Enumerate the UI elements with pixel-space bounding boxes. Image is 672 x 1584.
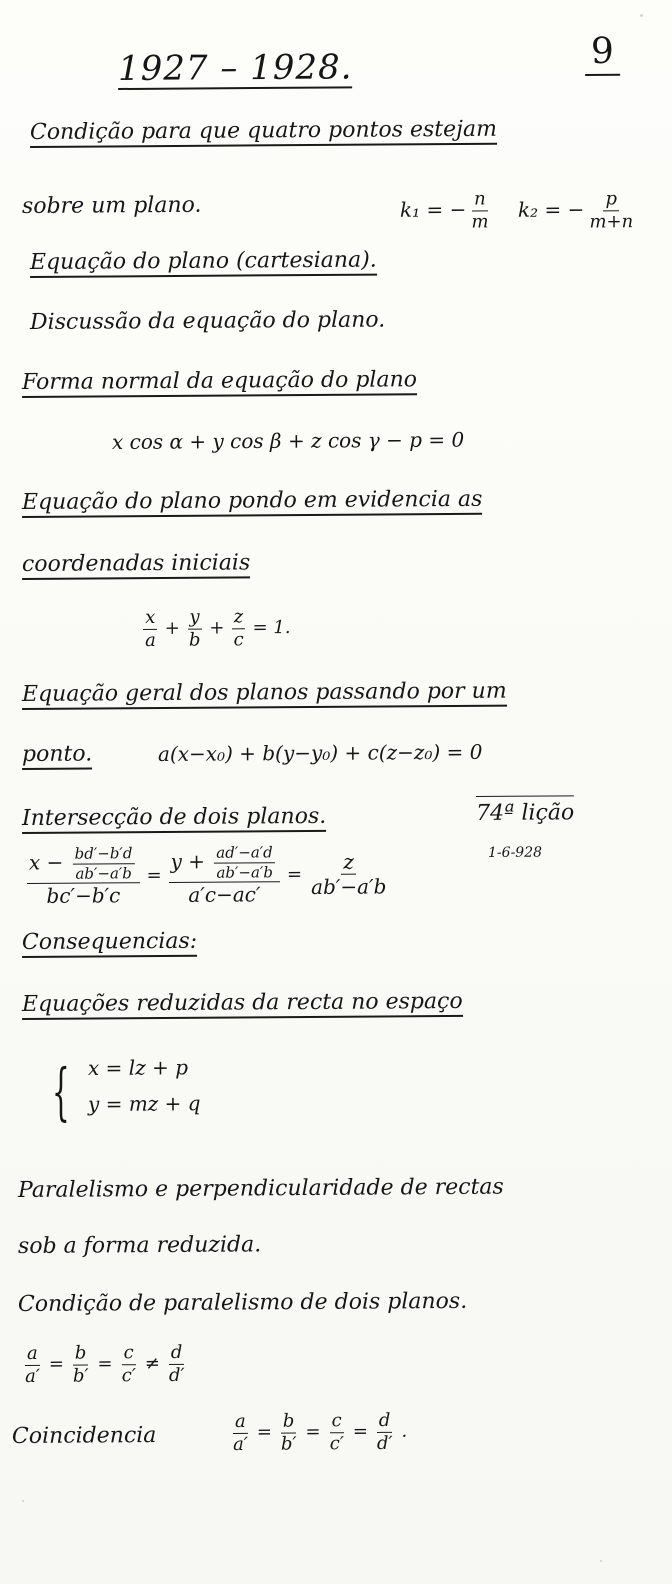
numerator: c xyxy=(122,1343,136,1365)
formula-text: x − xyxy=(28,850,64,875)
formula-intersection: x − $\frac{bd'-b'd}{ab'-a'b}$ bc′−b′c = y + $\frac{ad'-a'd}{ab'-a'b}$ a′c−ac′ = $\frac{z}{ab'-a'b}$ xyxy=(24,843,392,907)
numerator: n xyxy=(472,189,488,211)
formula-text: k₂ = − xyxy=(517,197,585,222)
denominator: a xyxy=(145,629,156,651)
fraction xyxy=(167,1343,187,1386)
denominator: b xyxy=(188,629,201,651)
numerator: bd′−b′d xyxy=(73,845,135,864)
denominator: m xyxy=(471,211,489,233)
numerator: y xyxy=(187,608,201,630)
denominator: c′ xyxy=(121,1364,136,1387)
denominator: ab′−a′b xyxy=(216,862,273,882)
denominator: bc′−b′c xyxy=(46,883,121,908)
fraction xyxy=(231,607,245,650)
scan-speck xyxy=(600,1560,602,1562)
fraction xyxy=(73,845,135,881)
fraction xyxy=(279,1412,299,1455)
text-line: Equações reduzidas da recta no espaço xyxy=(22,991,463,1020)
text-line: sob a forma reduzida. xyxy=(17,1232,262,1259)
fraction xyxy=(327,1411,345,1454)
fraction xyxy=(143,608,158,651)
numerator: z xyxy=(341,851,356,875)
fraction xyxy=(469,189,490,232)
text-line: Equação geral dos planos passando por um xyxy=(22,681,507,710)
denominator: b′ xyxy=(72,1365,89,1387)
denominator: a′ xyxy=(25,1365,40,1387)
page-title: 1927 – 1928. xyxy=(117,47,353,89)
text-line: coordenadas iniciais xyxy=(22,552,250,580)
fraction xyxy=(71,1344,91,1387)
brace-glyph: { xyxy=(52,1055,70,1128)
lesson-label: 74ª lição xyxy=(476,795,574,825)
formula-reduced-2: y = mz + q xyxy=(87,1091,201,1116)
scan-speck xyxy=(22,1500,24,1502)
fraction xyxy=(23,1344,42,1387)
fraction xyxy=(119,1343,137,1386)
fraction xyxy=(27,845,140,907)
fraction xyxy=(231,1412,250,1455)
text-line: Condição para que quatro pontos estejam xyxy=(30,119,497,148)
page-number: 9 xyxy=(585,34,620,76)
formula-text: y + xyxy=(170,849,206,874)
formula-coincidence: $\frac{a}{a'}$ = $\frac{b}{b'}$ = $\frac{c}{c'}$ = $\frac{d}{d'}$ . xyxy=(228,1411,412,1455)
denominator: ab′−a′b xyxy=(75,863,132,883)
denominator: c xyxy=(233,629,244,651)
numerator: b xyxy=(73,1344,89,1366)
text-line: Condição de paralelismo de dois planos. xyxy=(17,1288,468,1317)
text-line: Coincidencia xyxy=(11,1422,157,1449)
numerator: p xyxy=(603,189,619,211)
scan-speck xyxy=(640,14,643,17)
fraction xyxy=(309,850,389,898)
text-line: Consequencias: xyxy=(22,931,197,958)
text-line: Forma normal da equação do plano xyxy=(22,369,417,398)
text-line: Equação do plano pondo em evidencia as xyxy=(22,489,483,518)
text-line: Equação do plano (cartesiana). xyxy=(30,250,377,278)
numerator: c xyxy=(330,1411,344,1433)
numerator xyxy=(168,844,280,883)
formula-k2 xyxy=(518,189,638,232)
fraction xyxy=(587,189,635,232)
denominator: b′ xyxy=(280,1433,297,1455)
numerator: a xyxy=(25,1344,40,1366)
text-line: ponto. xyxy=(22,744,92,770)
formula-reduced-1: x = lz + p xyxy=(87,1055,189,1080)
not-equal-sign: ≠ xyxy=(144,1353,160,1375)
formula-normal-form: x cos α + y cos β + z cos γ − p = 0 xyxy=(111,427,465,454)
fraction xyxy=(168,844,280,906)
numerator: b xyxy=(281,1412,297,1434)
fraction xyxy=(214,844,275,880)
denominator: c′ xyxy=(329,1432,344,1455)
formula-text: = 1. xyxy=(252,617,291,639)
denominator: m+n xyxy=(589,210,634,233)
formula-text: k₁ = − xyxy=(399,197,467,222)
fraction xyxy=(187,608,203,651)
denominator: d′ xyxy=(168,1364,185,1386)
numerator: x xyxy=(143,608,157,630)
text-line: Discussão da equação do plano. xyxy=(29,307,386,335)
text-line: sobre um plano. xyxy=(21,192,202,219)
numerator: ad′−a′d xyxy=(214,844,275,863)
fraction xyxy=(375,1411,395,1454)
numerator: d xyxy=(169,1343,185,1365)
text-line: Intersecção de dois planos. xyxy=(22,806,326,834)
formula-k1 xyxy=(400,189,494,232)
numerator: a xyxy=(233,1412,248,1434)
lesson-date: 1-6-928 xyxy=(487,844,543,861)
formula-parallel: $\frac{a}{a'}$ = $\frac{b}{b'}$ = $\frac{c}{c'}$ ≠ $\frac{d}{d'}$ xyxy=(20,1343,190,1387)
formula-intercept: $\frac{x}{a}$ + $\frac{y}{b}$ + $\frac{z}{c}$ = 1. xyxy=(140,607,295,651)
text-line: Paralelismo e perpendicularidade de rectas xyxy=(17,1174,504,1203)
denominator: ab′−a′b xyxy=(311,874,387,899)
denominator: d′ xyxy=(376,1432,393,1454)
numerator: d xyxy=(377,1411,393,1433)
denominator: a′c−ac′ xyxy=(188,882,261,907)
numerator: z xyxy=(232,607,246,629)
denominator: a′ xyxy=(233,1433,248,1455)
formula-point-plane: a(x−x₀) + b(y−y₀) + c(z−z₀) = 0 xyxy=(157,739,483,766)
numerator xyxy=(27,845,140,884)
